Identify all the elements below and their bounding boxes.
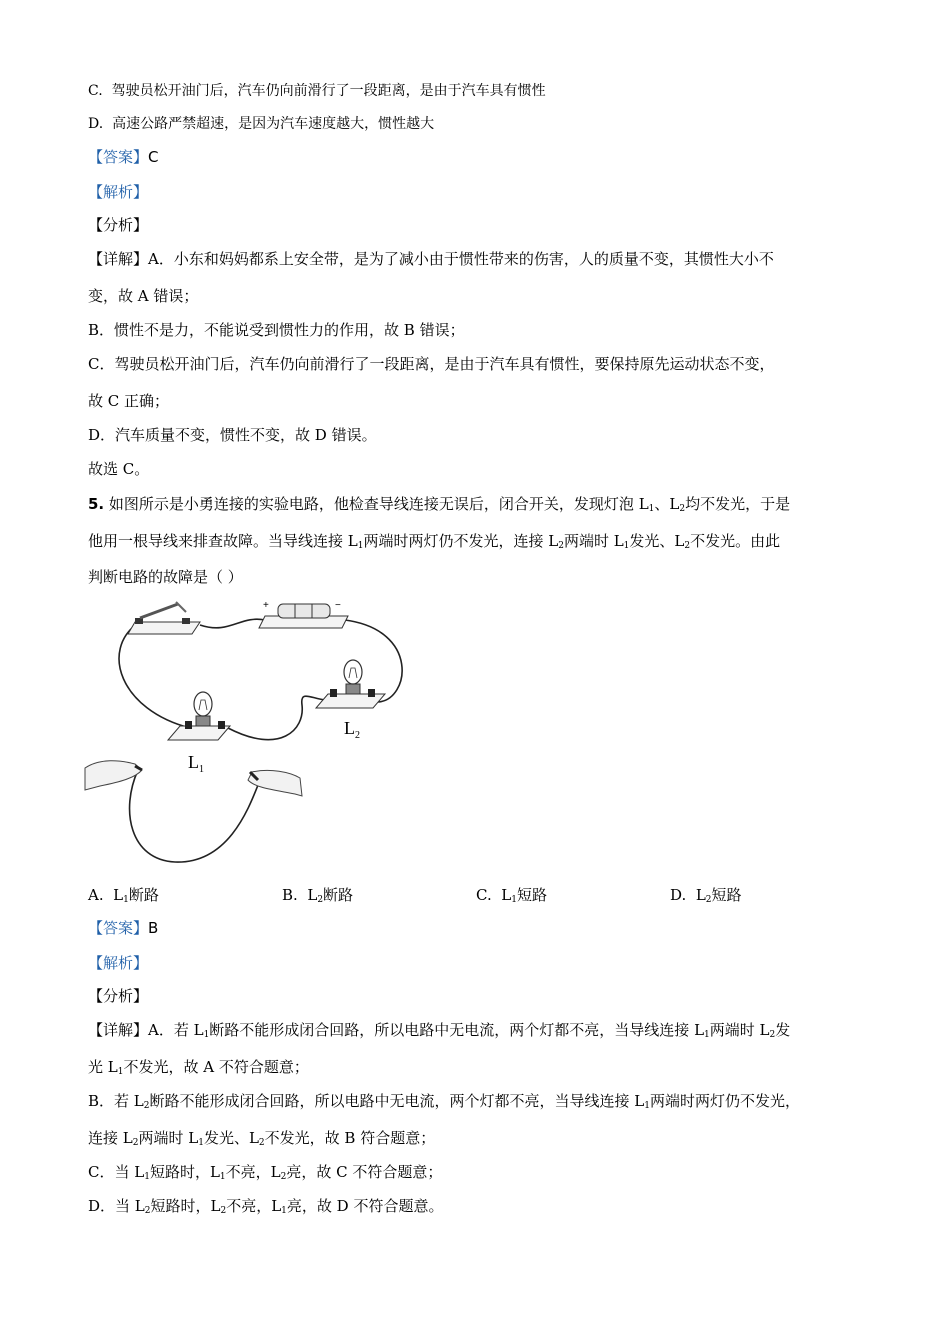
q5-stem-line2: 他用一根导线来排查故障。当导线连接 $L_1$两端时两灯仍不发光，连接 $L_2$两端时 $L_1$发光、$L_2$不发光。由此 [88, 532, 781, 551]
wire [228, 696, 325, 740]
label-l1: $L_1$ [188, 752, 204, 775]
q4-option-d: D. 高速公路严禁超速，是因为汽车速度越大，惯性越大 [88, 116, 435, 132]
left-hand [85, 761, 142, 790]
q5-detail-b1: B．若 $L_2$断路不能形成闭合回路，所以电路中无电流，两个灯都不亮，当导线连接 $L_1$两端时两灯仍不发光， [88, 1092, 800, 1111]
q4-answer: 【答案】C [88, 148, 159, 166]
switch [128, 602, 200, 634]
q5-detail-a1: 【详解】A．若 $L_1$断路不能形成闭合回路，所以电路中无电流，两个灯都不亮，当导线连接 $L_1$两端时 $L_2$发 [88, 1021, 791, 1040]
lamp-l2 [316, 660, 385, 708]
q5-jiexi: 【解析】 [88, 954, 149, 972]
battery-plus: + [263, 600, 269, 611]
q5-option-b[interactable]: B. $L_2$断路 [282, 886, 354, 905]
label-l2: $L_2$ [344, 718, 360, 741]
q5-stem-line3: 判断电路的故障是（ ） [88, 568, 243, 586]
q5-detail-a2: 光 $L_1$不发光，故 A 不符合题意； [88, 1058, 309, 1077]
q5-detail-c: C．当 $L_1$短路时，$L_1$不亮，$L_2$亮，故 C 不符合题意； [88, 1163, 443, 1182]
q4-option-c: C. 驾驶员松开油门后，汽车仍向前滑行了一段距离，是由于汽车具有惯性 [88, 83, 546, 99]
q5-detail-d: D．当 $L_2$短路时，$L_2$不亮，$L_1$亮，故 D 不符合题意。 [88, 1197, 444, 1216]
battery-holder [259, 600, 348, 628]
q4-jiexi: 【解析】 [88, 183, 149, 201]
q5-answer: 【答案】B [88, 919, 159, 937]
test-wire [130, 770, 260, 862]
q4-detail-b: B．惯性不是力，不能说受到惯性力的作用，故 B 错误； [88, 321, 465, 339]
q4-fenxi: 【分析】 [88, 216, 149, 234]
right-hand [248, 770, 302, 796]
q5-option-d[interactable]: D. $L_2$短路 [670, 886, 742, 905]
q4-choice: 故选 C。 [88, 460, 150, 478]
lamp-l1 [168, 692, 230, 740]
q4-detail-c1: C．驾驶员松开油门后，汽车仍向前滑行了一段距离，是由于汽车具有惯性，要保持原先运动状态不变， [88, 355, 775, 373]
q5-detail-b2: 连接 $L_2$两端时 $L_1$发光、$L_2$不发光，故 B 符合题意； [88, 1129, 436, 1148]
q4-detail-d: D．汽车质量不变，惯性不变，故 D 错误。 [88, 426, 377, 444]
q5-option-c[interactable]: C. $L_1$短路 [476, 886, 547, 905]
wire [200, 619, 265, 628]
q4-detail-a1: 【详解】A．小东和妈妈都系上安全带，是为了减小由于惯性带来的伤害，人的质量不变，其惯性大小不 [88, 250, 774, 268]
battery-minus: − [335, 600, 341, 611]
circuit-diagram [80, 590, 420, 875]
q5-option-a[interactable]: A. $L_1$断路 [88, 886, 159, 905]
q4-detail-c2: 故 C 正确； [88, 392, 170, 410]
q5-fenxi: 【分析】 [88, 987, 149, 1005]
q4-detail-a2: 变，故 A 错误； [88, 287, 199, 305]
q5-stem-line1: 5. 如图所示是小勇连接的实验电路，他检查导线连接无误后，闭合开关，发现灯泡 $L_1$、$L_2$均不发光，于是 [88, 495, 791, 514]
wire [119, 623, 190, 728]
